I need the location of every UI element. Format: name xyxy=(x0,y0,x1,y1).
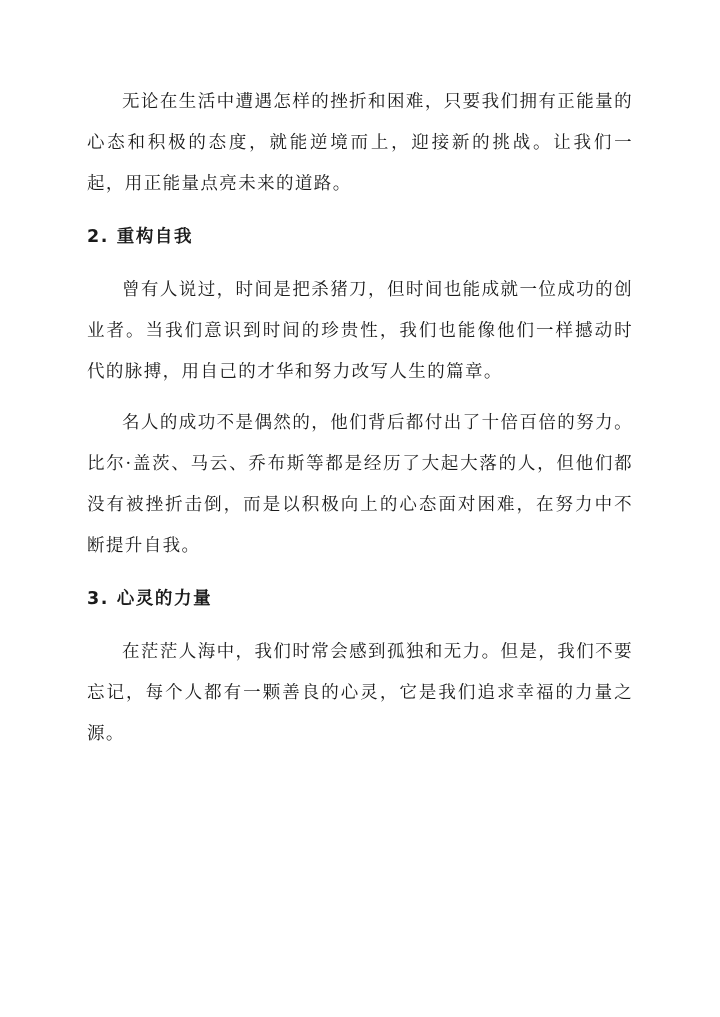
spacer xyxy=(87,205,633,217)
section-2-paragraph-1: 曾有人说过，时间是把杀猪刀，但时间也能成就一位成功的创业者。当我们意识到时间的珍贵性，我们也能像他们一样撼动时代的脉搏，用自己的才华和努力改写人生的篇章。 xyxy=(87,280,633,382)
section-3-heading: 3. 心灵的力量 xyxy=(87,589,213,609)
section-2-paragraph-2: 名人的成功不是偶然的，他们背后都付出了十倍百倍的努力。比尔·盖茨、马云、乔布斯等都是经历了大起大落的人，但他们都没有被挫折击倒，而是以积极向上的心态面对困难，在努力中不断提升自我。 xyxy=(87,413,633,556)
intro-paragraph: 无论在生活中遭遇怎样的挫折和困难，只要我们拥有正能量的心态和积极的态度，就能逆境而上，迎接新的挑战。让我们一起，用正能量点亮未来的道路。 xyxy=(87,92,633,194)
spacer xyxy=(87,393,633,403)
spacer xyxy=(87,258,633,270)
document-body xyxy=(87,82,633,755)
section-3-paragraph-1: 在茫茫人海中，我们时常会感到孤独和无力。但是，我们不要忘记，每个人都有一颗善良的心灵，它是我们追求幸福的力量之源。 xyxy=(87,642,633,744)
spacer xyxy=(87,620,633,632)
section-2-heading: 2. 重构自我 xyxy=(87,227,194,247)
spacer xyxy=(87,567,633,579)
